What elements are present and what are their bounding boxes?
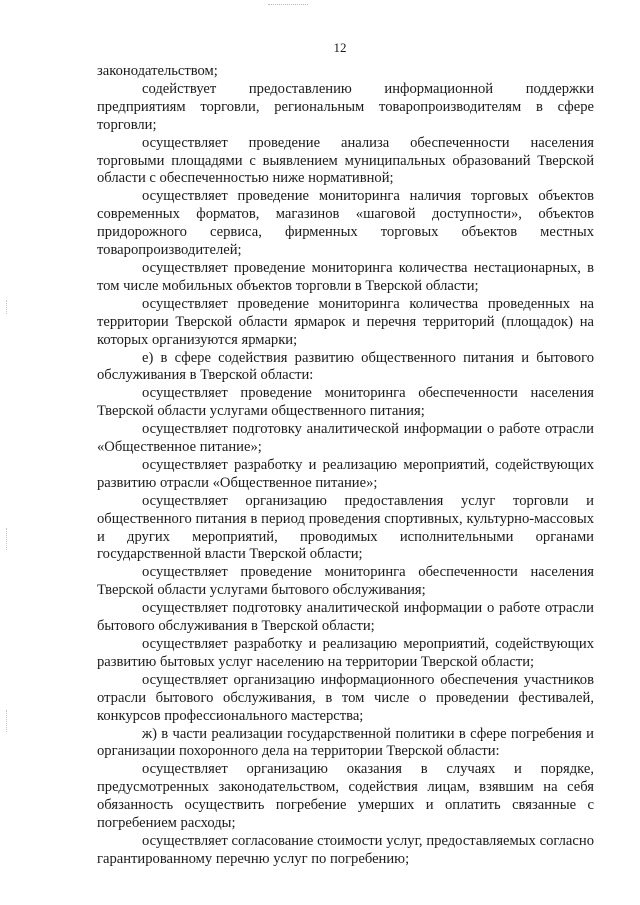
paragraph: осуществляет подготовку аналитической информации о работе отрасли бытового обслуживания в Тверской области; [97,600,594,635]
document-body [97,63,594,869]
paragraph: законодательством; [97,63,218,79]
paragraph: осуществляет разработку и реализацию мероприятий, содействующих развитию бытовых услуг населению на территории Тверской области; [97,636,594,670]
page-number: 12 [333,40,347,55]
paragraph: осуществляет подготовку аналитической информации о работе отрасли «Общественное питание»; [97,421,594,456]
scan-artifact [268,4,308,8]
paragraph: осуществляет проведение мониторинга наличия торговых объектов современных форматов, магазинов «шаговой доступности», объектов придорожного сервиса, фирменных торговых объектов местных товаропроизводителей; [97,188,594,259]
section-heading: е) в сфере содействия развитию общественного питания и бытового обслуживания в Тверской области: [97,349,594,384]
paragraph: осуществляет проведение мониторинга обеспеченности населения Тверской области услугами общественного питания; [97,385,594,420]
paragraph: осуществляет организацию информационного обеспечения участников отрасли бытового обслуживания, в том числе о проведении фестивалей, конкурсов профессионального мастерства; [97,671,594,724]
scan-artifact [6,710,8,732]
paragraph: осуществляет проведение мониторинга обеспеченности населения Тверской области услугами бытового обслуживания; [97,564,594,599]
section-heading: ж) в части реализации государственной политики в сфере погребения и организации похоронного дела на территории Тверской области: [97,725,594,760]
paragraph: осуществляет согласование стоимости услуг, предоставляемых согласно гарантированному перечню услуг по погребению; [97,832,594,867]
paragraph: осуществляет проведение анализа обеспеченности населения торговыми площадями с выявлением муниципальных образований Тверской области с обеспеченностью ниже нормативной; [97,134,594,187]
scan-artifact [6,528,8,550]
paragraph: осуществляет проведение мониторинга количества проведенных на территории Тверской области ярмарок и перечня территорий (площадок) на которых организуются ярмарки; [97,295,594,348]
paragraph: осуществляет разработку и реализацию мероприятий, содействующих развитию отрасли «Общественное питание»; [97,456,594,491]
paragraph: осуществляет организацию предоставления услуг торговли и общественного питания в период проведения спортивных, культурно-массовых и других мероприятий, проводимых исполнительными органами государственной власти Тверской области; [97,492,594,563]
paragraph: осуществляет организацию оказания в случаях и порядке, предусмотренных законодательством, содействия лицам, взявшим на себя обязанность осуществить погребение умерших и оплатить связанные с погребением расходы; [97,761,594,832]
scan-artifact [6,300,8,314]
paragraph: осуществляет проведение мониторинга количества нестационарных, в том числе мобильных объектов торговли в Тверской области; [97,259,594,294]
paragraph: содействует предоставлению информационной поддержки предприятиям торговли, региональным товаропроизводителям в сфере торговли; [97,80,594,133]
